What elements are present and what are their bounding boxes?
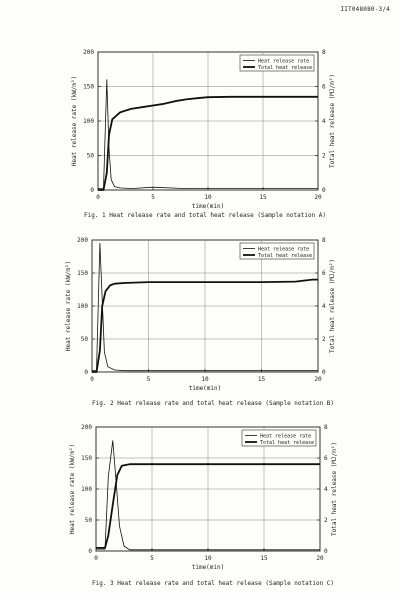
y-tick-label: 100 <box>77 303 88 310</box>
y2-axis-label: Total heat release (MJ/m²) <box>329 259 336 353</box>
figure-3-caption: Fig. 3 Heat release rate and total heat release (Sample notation C) <box>92 580 335 587</box>
y2-tick-label: 2 <box>324 517 328 524</box>
y-tick-label: 200 <box>83 49 94 56</box>
x-tick-label: 20 <box>316 555 324 562</box>
y-axis-label: Heat release rate (kW/m²) <box>71 75 78 167</box>
y2-tick-label: 8 <box>322 49 326 56</box>
x-tick-label: 10 <box>204 194 212 201</box>
y2-axis-label: Total heat release (MJ/m²) <box>329 74 336 168</box>
y2-tick-label: 0 <box>322 369 326 376</box>
y-tick-label: 0 <box>84 369 88 376</box>
legend-label: Heat release rate <box>260 433 312 440</box>
y-tick-label: 50 <box>84 517 92 524</box>
y-tick-label: 50 <box>80 336 88 343</box>
x-tick-label: 15 <box>259 194 267 201</box>
y2-tick-label: 6 <box>322 83 326 91</box>
x-tick-label: 5 <box>151 194 155 201</box>
y-tick-label: 100 <box>81 486 92 493</box>
y2-tick-label: 0 <box>322 187 326 194</box>
legend-label: Total heat release <box>258 65 313 71</box>
x-tick-label: 20 <box>314 376 322 383</box>
legend-label: Heat release rate <box>258 246 310 253</box>
x-tick-label: 10 <box>201 376 209 383</box>
figure-1-caption: Fig. 1 Heat release rate and total heat release (Sample notation A) <box>84 212 327 219</box>
figure-2 <box>0 230 400 415</box>
legend-label: Heat release rate <box>258 58 310 65</box>
x-tick-label: 10 <box>204 555 212 562</box>
y2-tick-label: 8 <box>324 424 328 431</box>
y2-tick-label: 4 <box>322 303 326 310</box>
x-tick-label: 0 <box>96 194 100 201</box>
x-tick-label: 0 <box>94 555 98 562</box>
y-tick-label: 150 <box>77 270 88 277</box>
y-axis-label: Heat release rate (kW/m²) <box>69 443 76 535</box>
page-id: IIT048080-3/4 <box>340 6 390 13</box>
y2-tick-label: 2 <box>322 336 326 343</box>
y-tick-label: 100 <box>83 118 94 125</box>
x-tick-label: 15 <box>257 376 266 383</box>
x-tick-label: 0 <box>90 376 94 383</box>
x-tick-label: 5 <box>150 555 154 562</box>
x-axis-label: time(min) <box>191 564 225 571</box>
y2-tick-label: 2 <box>322 152 326 160</box>
y-tick-label: 150 <box>83 83 94 91</box>
y-tick-label: 150 <box>81 455 92 462</box>
x-tick-label: 5 <box>146 376 151 383</box>
figure-2-caption: Fig. 2 Heat release rate and total heat release (Sample notation B) <box>92 400 335 407</box>
y2-tick-label: 6 <box>324 455 328 462</box>
y2-tick-label: 4 <box>322 118 326 125</box>
y-tick-label: 0 <box>88 548 92 555</box>
legend-label: Total heat release <box>258 253 313 259</box>
y2-tick-label: 6 <box>322 270 326 277</box>
y-tick-label: 50 <box>86 152 94 160</box>
figure-1-chart <box>0 40 400 210</box>
legend-label: Total heat release <box>260 440 315 446</box>
figure-3 <box>0 415 400 600</box>
figure-2-chart <box>0 230 400 400</box>
figure-3-chart <box>0 415 400 585</box>
y2-tick-label: 4 <box>324 486 328 493</box>
y2-axis-label: Total heat release (MJ/m²) <box>331 442 338 536</box>
x-tick-label: 15 <box>260 555 268 562</box>
x-axis-label: time(min) <box>188 385 222 392</box>
y-tick-label: 0 <box>90 187 94 194</box>
y-tick-label: 200 <box>77 237 88 244</box>
y-axis-label: Heat release rate (kW/m²) <box>65 260 72 352</box>
y2-tick-label: 0 <box>324 548 328 555</box>
x-tick-label: 20 <box>314 194 322 201</box>
y-tick-label: 200 <box>81 424 92 431</box>
y2-tick-label: 8 <box>322 237 326 244</box>
figure-1 <box>0 40 400 225</box>
x-axis-label: time(min) <box>191 203 225 210</box>
